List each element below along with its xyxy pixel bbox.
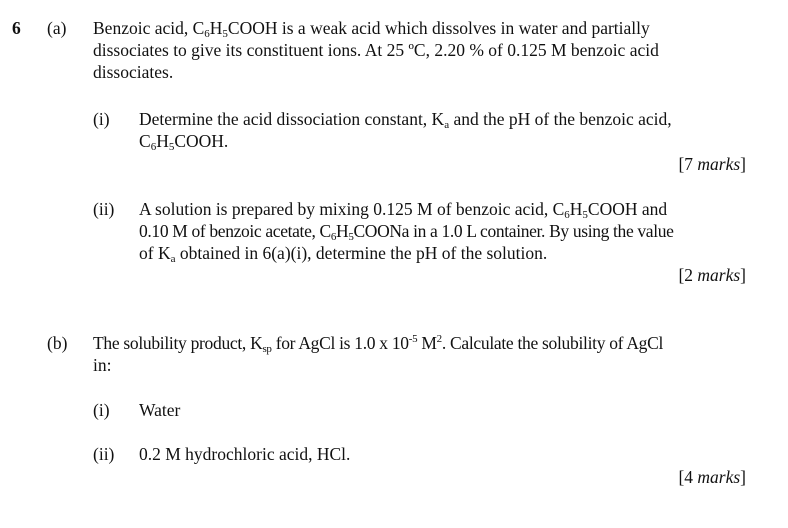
part-a-i-text bbox=[139, 108, 744, 152]
part-a-stem-line-1-text: Benzoic acid, $C_6H_5COOH$ is a weak acid which dissolves in water and partially bbox=[93, 18, 650, 40]
part-b-stem-line-1: The solubility product, $K_{sp}$ for AgCl is 1.0 x $10^{-5}$ $M^2$. Calculate the solubility of AgCl bbox=[93, 333, 664, 355]
part-b-stem-line-2: in: bbox=[93, 355, 112, 375]
question-number: 6 bbox=[12, 18, 21, 38]
part-b-i-text: Water bbox=[139, 400, 181, 420]
part-a-ii-marks: [2 marks] bbox=[678, 265, 746, 285]
part-a-ii-line-1: A solution is prepared by mixing 0.125 M of benzoic acid, $C_6H_5COOH$ and bbox=[139, 199, 668, 221]
part-a-i-line-1: Determine the acid dissociation constant, $K_a$ and the pH of the benzoic acid, bbox=[139, 109, 672, 131]
part-a-i-marks: [7 marks] bbox=[678, 154, 746, 174]
part-a-label: (a) bbox=[47, 18, 67, 38]
part-a-ii-line-3: of $K_a$ obtained in 6(a)(i), determine the pH of the solution. bbox=[139, 243, 548, 265]
part-b-stem bbox=[93, 332, 745, 376]
part-a-stem-line-3: dissociates. bbox=[93, 62, 174, 82]
part-b-ii-text: 0.2 M hydrochloric acid, HCl. bbox=[139, 444, 351, 464]
part-b-ii-label: (ii) bbox=[93, 444, 115, 464]
part-b-marks: [4 marks] bbox=[678, 467, 746, 487]
part-b-label: (b) bbox=[47, 333, 68, 353]
part-a-stem-line-2: dissociates to give its constituent ions. At 25 ºC, 2.20 % of 0.125 M benzoic acid bbox=[93, 40, 659, 60]
part-a-i-label: (i) bbox=[93, 109, 110, 129]
part-b-i-label: (i) bbox=[93, 400, 110, 420]
part-a-i-line-2: $C_6H_5COOH$. bbox=[139, 131, 229, 153]
part-a-stem-line-1 bbox=[93, 17, 743, 39]
part-a-stem bbox=[93, 17, 743, 83]
part-a-ii-line-2: 0.10 M of benzoic acetate, $C_6H_5COONa$ in a 1.0 L container. By using the value bbox=[139, 221, 674, 243]
part-a-ii-label: (ii) bbox=[93, 199, 115, 219]
part-a-ii-text bbox=[139, 198, 744, 264]
